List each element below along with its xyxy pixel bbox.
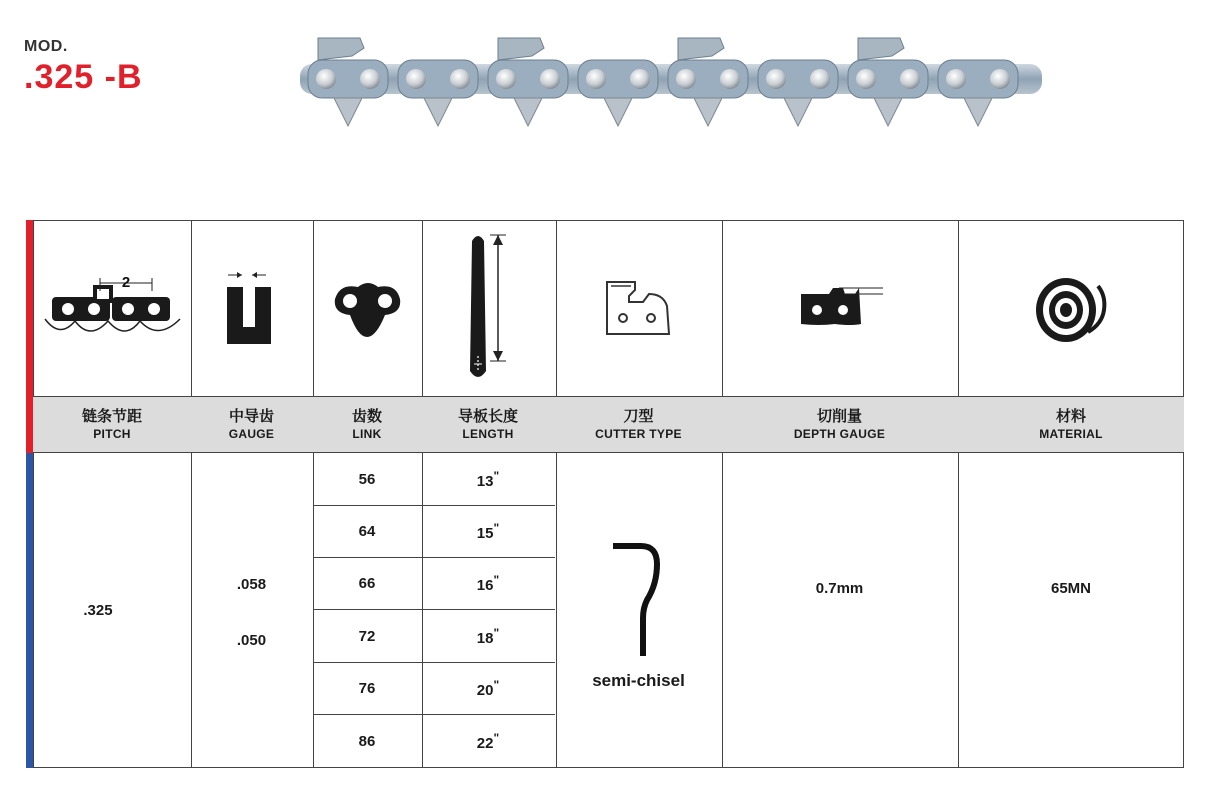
link-icon-cell — [313, 221, 421, 396]
link-value: 72 — [358, 627, 376, 645]
pitch-icon-label: 2 — [121, 273, 130, 291]
link-value: 76 — [358, 680, 376, 697]
length-number: 15 — [476, 525, 494, 542]
header-link — [313, 396, 421, 453]
semi-chisel-icon-cell — [556, 535, 721, 660]
accent-bar-red — [26, 220, 33, 453]
inch-mark: " — [493, 678, 500, 692]
cutter-tooth-icon — [601, 276, 676, 341]
length-value — [422, 454, 554, 505]
length-value — [422, 506, 554, 557]
length-value — [422, 558, 554, 609]
length-value — [422, 663, 554, 714]
chain-banner-image — [300, 30, 1042, 134]
length-number: 13 — [476, 473, 494, 490]
semi-chisel-profile-icon — [609, 538, 669, 658]
inch-mark: " — [493, 730, 500, 745]
material-value: 65MN — [1050, 579, 1091, 597]
length-value — [422, 715, 554, 767]
header-en: PITCH — [93, 426, 131, 441]
header-cn: 中导齿 — [228, 407, 274, 425]
guide-bar-icon — [458, 231, 518, 386]
accent-bar-blue — [26, 453, 33, 768]
length-value — [422, 610, 554, 662]
header-cn: 链条节距 — [81, 407, 142, 425]
depth-gauge-value: 0.7mm — [815, 579, 864, 597]
inch-mark: " — [493, 625, 500, 640]
gauge-icon-cell — [191, 221, 312, 396]
chain-pitch-diagram-icon — [40, 269, 185, 349]
link-value: 66 — [358, 575, 376, 592]
header-cn: 齿数 — [351, 407, 382, 425]
length-number: 20 — [476, 682, 494, 699]
inch-mark: " — [493, 469, 500, 483]
gauge-value: .058 — [236, 575, 267, 593]
pitch-icon-cell — [34, 221, 190, 396]
header-en: CUTTER TYPE — [595, 426, 682, 441]
gauge-value: .050 — [236, 631, 267, 649]
header-cn: 切削量 — [816, 407, 862, 425]
inch-mark: " — [493, 521, 500, 535]
gauge-slot-icon — [222, 269, 282, 349]
header-en: DEPTH GAUGE — [793, 426, 886, 441]
header-en: LINK — [352, 426, 382, 441]
length-number: 18 — [476, 629, 494, 647]
model-code: .325 -B — [24, 58, 143, 96]
link-value: 56 — [358, 471, 376, 488]
inch-mark: " — [493, 573, 500, 587]
header-cutter-type — [556, 396, 721, 453]
mod-label: MOD. — [24, 38, 68, 55]
header-material — [958, 396, 1184, 453]
header-length — [422, 396, 554, 453]
link-value: 86 — [358, 732, 376, 750]
header-en: GAUGE — [228, 426, 275, 441]
steel-coil-icon — [1026, 274, 1116, 344]
cutter-type-value: semi-chisel — [592, 671, 685, 690]
pitch-value: .325 — [83, 602, 113, 619]
length-number: 22 — [476, 734, 494, 752]
header-cn: 材料 — [1055, 407, 1086, 425]
drive-link-icon — [330, 279, 405, 339]
header-en: LENGTH — [462, 426, 514, 441]
header-depth-gauge — [722, 396, 957, 453]
link-value: 64 — [358, 523, 376, 540]
header-cn: 导板长度 — [457, 407, 518, 425]
header-pitch — [34, 396, 190, 453]
length-icon-cell — [422, 221, 554, 396]
header-gauge — [191, 396, 312, 453]
header-cn: 刀型 — [623, 407, 654, 425]
depth-gauge-icon — [795, 284, 885, 334]
length-number: 16 — [476, 577, 494, 594]
depth-gauge-icon-cell — [722, 221, 957, 396]
header-en: MATERIAL — [1039, 426, 1103, 441]
material-icon-cell — [958, 221, 1184, 396]
cutter-type-icon-cell — [556, 221, 721, 396]
